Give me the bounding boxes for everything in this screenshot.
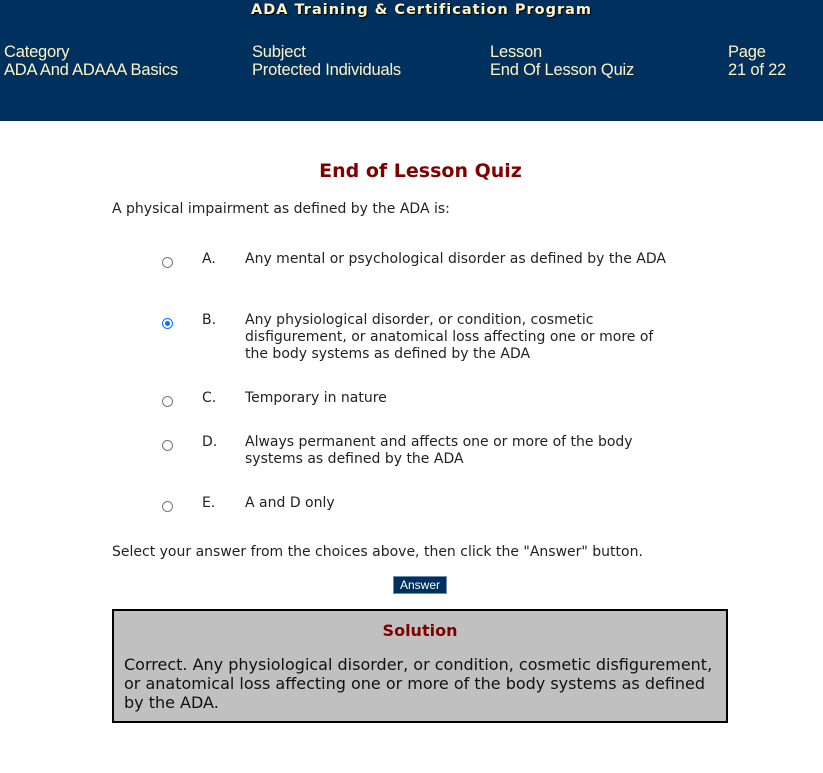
choice-c-text: Temporary in nature — [245, 390, 387, 406]
subject-block — [252, 43, 401, 79]
program-title: ADA Training & Certification Program — [250, 2, 593, 18]
header-banner — [0, 0, 823, 121]
subject-label: Subject — [252, 43, 306, 61]
lesson-value: End Of Lesson Quiz — [490, 61, 635, 79]
page-label: Page — [728, 43, 766, 61]
category-block — [4, 43, 178, 79]
choice-a-letter: A. — [202, 251, 216, 267]
category-label: Category — [4, 43, 70, 61]
choice-a-radio[interactable] — [162, 257, 173, 268]
choice-c-radio[interactable] — [162, 396, 173, 407]
choice-b-radio[interactable] — [162, 318, 173, 329]
answer-button[interactable]: Answer — [393, 576, 447, 594]
choice-e-text: A and D only — [245, 495, 335, 511]
lesson-block — [490, 43, 634, 79]
choice-e-letter: E. — [202, 495, 216, 511]
subject-value: Protected Individuals — [252, 61, 401, 79]
page-block — [728, 43, 786, 79]
choice-e-radio[interactable] — [162, 501, 173, 512]
choice-d-text: Always permanent and affects one or more of the body systems as defined by the ADA — [245, 434, 633, 467]
solution-box — [112, 609, 728, 723]
choice-b-letter: B. — [202, 312, 217, 328]
choice-c-letter: C. — [202, 390, 217, 406]
choice-d-radio[interactable] — [162, 440, 173, 451]
page-value: 21 of 22 — [728, 61, 787, 79]
question-text: A physical impairment as defined by the ADA is: — [112, 201, 450, 217]
choice-b-text: Any physiological disorder, or condition, cosmetic disfigurement, or anatomical loss affecting one or more of the body systems as defined by the ADA — [245, 312, 654, 362]
quiz-title: End of Lesson Quiz — [319, 160, 522, 182]
solution-text: Correct. Any physiological disorder, or condition, cosmetic disfigurement, or anatomical loss affecting one or more of the body systems as defined by the ADA. — [124, 655, 713, 712]
category-value: ADA And ADAAA Basics — [4, 61, 178, 79]
choice-d-letter: D. — [202, 434, 218, 450]
choice-a-text: Any mental or psychological disorder as defined by the ADA — [245, 251, 666, 267]
lesson-label: Lesson — [490, 43, 543, 61]
instruction-text: Select your answer from the choices above, then click the "Answer" button. — [112, 544, 643, 560]
solution-title: Solution — [382, 621, 458, 640]
